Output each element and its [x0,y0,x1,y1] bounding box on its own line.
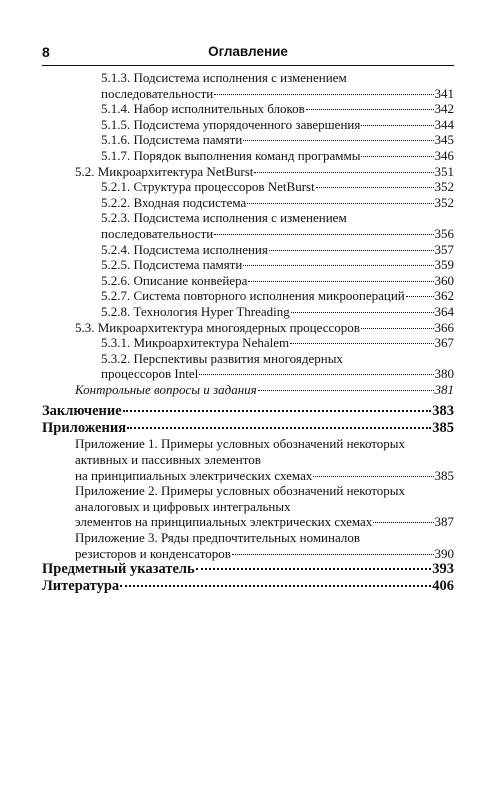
toc-entry-page: 344 [434,116,454,132]
toc-entry-title-lead: Приложение 3. Ряды предпочтительных номиналов [75,530,360,546]
leader-dots [291,312,434,313]
toc-entry-title-lead: 5.2.3. Подсистема исполнения с изменением [101,210,347,226]
toc-entry-page: 387 [434,514,454,530]
toc-entry-title: на принципиальных электрических схемах [75,467,313,483]
toc-entry-title: 5.2.1. Структура процессоров NetBurst [101,179,315,195]
toc-entry-title: 5.2.5. Подсистема памяти [101,257,243,273]
toc-entry-title: 5.3.1. Микроархитектура Nehalem [101,335,290,351]
page-header [42,44,454,68]
toc-entry [42,403,454,420]
toc-entry-title-lead: Приложение 2. Примеры условных обозначений некоторых аналоговых и цифровых интегральных [75,483,406,514]
toc-entry [42,530,454,561]
toc-entry [42,101,454,117]
toc-entry-title: Приложения [42,419,127,436]
leader-dots [196,568,432,570]
toc-entry [42,70,454,101]
toc-entry-page: 360 [434,272,454,288]
toc-entry [42,273,454,289]
toc-entry-title: 5.1.7. Порядок выполнения команд программы [101,147,361,163]
toc-entry [42,335,454,351]
toc-entry-page: 406 [432,577,454,594]
toc-entry [42,117,454,133]
toc-entry-title-lead: 5.1.3. Подсистема исполнения с изменением [101,70,347,85]
toc-entry [42,382,454,398]
toc-entry [42,483,454,530]
toc-entry-title-lead: 5.3.2. Перспективы развития многоядерных [101,350,343,366]
toc-entry-page: 346 [434,147,454,163]
leader-dots [199,374,433,375]
toc-entry [42,288,454,304]
leader-dots [316,187,434,188]
toc-entry [42,561,454,578]
toc-entry-page: 357 [434,241,454,257]
toc-entry-page: 366 [434,319,454,335]
toc-entry-page: 367 [434,335,454,351]
toc-entry-page: 341 [434,85,454,101]
toc-entry-page: 342 [434,101,454,117]
running-title: Оглавление [208,44,288,59]
leader-dots [254,172,433,173]
toc-entry-page: 390 [434,545,454,561]
toc-entry-title: 5.1.6. Подсистема памяти [101,132,243,148]
leader-dots [243,140,433,141]
toc-entry-page: 385 [434,467,454,483]
toc-entry [42,195,454,211]
leader-dots [214,234,433,235]
toc-entry-title: 5.2. Микроархитектура NetBurst [75,163,254,179]
toc-entry-title: Контрольные вопросы и задания [75,381,257,397]
leader-dots [123,410,432,412]
toc-entry-page: 364 [434,303,454,319]
toc-entry-page: 352 [434,194,454,210]
toc-entry-page: 362 [434,288,454,304]
toc-entry [42,436,454,483]
toc-entry-title: элементов на принципиальных электрических схемах [75,514,373,530]
toc-entry-title: 5.1.4. Набор исполнительных блоков [101,101,305,117]
leader-dots [306,109,434,110]
toc-entry-title: Заключение [42,403,122,420]
toc-entry-title: Литература [42,577,120,594]
toc-entry-page: 359 [434,257,454,273]
leader-dots [373,522,433,523]
leader-dots [232,554,434,555]
leader-dots [290,343,433,344]
toc-entry-title-lead: Приложение 1. Примеры условных обозначений некоторых активных и пассивных элементов [75,436,406,468]
leader-dots [361,156,433,157]
toc-entry [42,304,454,320]
toc-entry [42,179,454,195]
toc-entry-title: процессоров Intel [101,366,199,382]
leader-dots [248,281,433,282]
page-number: 8 [42,44,50,60]
toc-entry [42,132,454,148]
leader-dots [269,250,434,251]
toc-entry-title: 5.2.7. Система повторного исполнения микроопераций [101,288,405,304]
leader-dots [313,476,433,477]
toc-entry-page: 383 [432,403,454,420]
toc-entry [42,210,454,241]
toc-entry-title: 5.3. Микроархитектура многоядерных процессоров [75,319,360,335]
toc-entry-title: последовательности [101,225,214,241]
leader-dots [258,390,434,391]
header-rule [42,65,454,66]
leader-dots [214,94,433,95]
toc-entry [42,164,454,180]
toc-entry [42,242,454,258]
toc-entry [42,578,454,595]
toc-entry [42,257,454,273]
leader-dots [243,265,433,266]
leader-dots [361,328,434,329]
toc-entry-page: 352 [434,179,454,195]
toc-entry-title: Предметный указатель [42,561,195,578]
toc-entry-title: 5.2.8. Технология Hyper Threading [101,303,290,319]
toc-entry-title: последовательности [101,85,214,101]
toc-entry-page: 385 [432,419,454,436]
toc-entry [42,351,454,382]
toc-entry-title: 5.2.6. Описание конвейера [101,272,248,288]
toc-entry-title: резисторов и конденсаторов [75,545,231,561]
toc-entry [42,320,454,336]
toc-entry-page: 351 [434,163,454,179]
toc-entry [42,420,454,437]
toc-entry-page: 380 [434,366,454,382]
leader-dots [120,585,431,587]
toc-entry-page: 381 [434,381,454,397]
toc-entry-page: 356 [434,225,454,241]
leader-dots [361,125,433,126]
toc-entry-title: 5.2.2. Входная подсистема [101,194,247,210]
toc-entry-page: 393 [432,561,454,578]
toc-entry-page: 345 [434,132,454,148]
leader-dots [406,296,434,297]
leader-dots [127,427,431,429]
toc-entry [42,148,454,164]
leader-dots [247,203,433,204]
table-of-contents [42,70,454,594]
toc-entry-title: 5.1.5. Подсистема упорядоченного завершения [101,116,361,132]
toc-entry-title: 5.2.4. Подсистема исполнения [101,241,268,257]
